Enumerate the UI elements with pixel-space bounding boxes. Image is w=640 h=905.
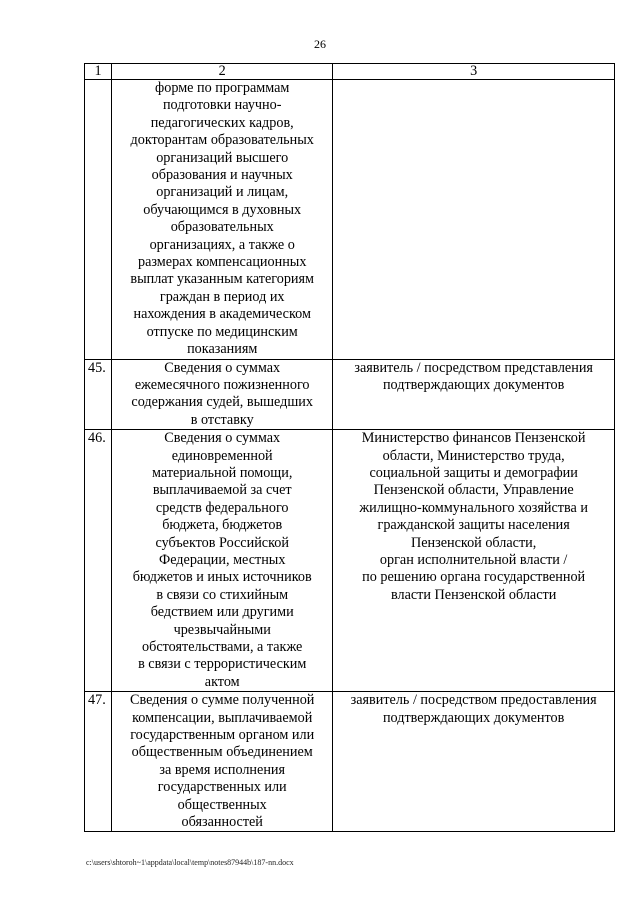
page-number: 26 — [314, 37, 326, 51]
text-line: подтверждающих документов — [382, 709, 565, 726]
text-line: ежемесячного пожизненного — [134, 376, 310, 393]
text-line: обстоятельствами, а также — [142, 639, 303, 655]
text-line: образования и научных — [151, 167, 293, 184]
text-line: организациях, а также о — [149, 236, 295, 253]
text-line: области, Министерство труда, — [382, 447, 565, 464]
info-description — [112, 359, 333, 430]
text-line: форме по программам — [155, 80, 290, 96]
table-header-row — [85, 64, 615, 80]
info-source — [333, 430, 615, 692]
text-line: компенсации, выплачиваемой — [132, 709, 313, 726]
table-row — [85, 80, 615, 360]
text-line: по решению органа государственной — [362, 569, 586, 586]
text-line: подтверждающих документов — [382, 376, 565, 393]
text-line: жилищно-коммунального хозяйства и — [359, 499, 588, 516]
text-line: бедствием или другими — [150, 604, 294, 621]
text-line: размерах компенсационных — [138, 254, 307, 271]
text-line: за время исполнения — [159, 761, 286, 778]
text-line: заявитель / посредством предоставления — [350, 692, 597, 709]
document-table — [84, 63, 615, 832]
info-source — [333, 692, 615, 832]
info-source — [333, 359, 615, 430]
text-line: Министерство финансов Пензенской — [361, 430, 586, 447]
text-line: актом — [204, 673, 240, 690]
row-number: 45. — [85, 359, 112, 430]
text-line: гражданской защиты населения — [377, 517, 570, 534]
row-number — [85, 80, 112, 360]
text-line: общественным объединением — [131, 744, 313, 761]
row-number: 47. — [85, 692, 112, 832]
text-line: докторантам образовательных — [130, 132, 314, 149]
row-number: 46. — [85, 430, 112, 692]
text-line: обучающимся в духовных — [143, 201, 302, 218]
text-line: в связи с террористическим — [138, 656, 307, 673]
table-row — [85, 359, 615, 430]
text-line: подготовки научно- — [162, 97, 282, 114]
text-line: Сведения о суммах — [164, 430, 281, 447]
text-line: заявитель / посредством представления — [354, 359, 593, 376]
info-description — [112, 430, 333, 692]
text-line: бюджетов и иных источников — [132, 569, 312, 586]
info-source — [333, 80, 615, 360]
text-line: в отставку — [190, 411, 254, 428]
header-cell-2: 2 — [112, 64, 333, 80]
text-line: средств федерального — [155, 499, 289, 516]
info-description — [112, 692, 333, 832]
text-line: власти Пензенской области — [391, 586, 557, 603]
text-line: чрезвычайными — [173, 621, 271, 638]
text-line: единовременной — [171, 447, 273, 464]
text-line: организаций и лицам, — [156, 184, 289, 201]
text-line: государственных или — [157, 779, 287, 796]
text-line: организаций высшего — [156, 149, 289, 166]
header-cell-3: 3 — [333, 64, 615, 80]
text-line: выплачиваемой за счет — [152, 482, 292, 499]
table-row — [85, 430, 615, 692]
header-cell-1: 1 — [85, 64, 112, 80]
text-line: содержания судей, вышедших — [131, 394, 313, 411]
text-line: показаниям — [187, 341, 258, 358]
text-line: отпуске по медицинским — [146, 323, 298, 340]
text-line: Пензенской области, — [410, 534, 537, 551]
text-line: обязанностей — [181, 814, 263, 831]
text-line: Сведения о сумме полученной — [130, 692, 315, 709]
text-line: Федерации, местных — [158, 551, 286, 568]
text-line: педагогических кадров, — [150, 114, 294, 131]
text-line: материальной помощи, — [152, 464, 293, 481]
info-description — [112, 80, 333, 360]
text-line: социальной защиты и демографии — [369, 464, 578, 481]
text-line: общественных — [177, 796, 267, 813]
text-line: бюджета, бюджетов — [162, 517, 283, 534]
text-line: государственным органом или — [130, 727, 315, 744]
text-line: орган исполнительной власти / — [379, 551, 568, 568]
text-line: граждан в период их — [159, 288, 285, 305]
text-line: Пензенской области, Управление — [373, 482, 574, 499]
text-line: образовательных — [170, 219, 274, 236]
text-line: нахождения в академическом — [133, 306, 311, 323]
text-line: субъектов Российской — [155, 534, 289, 551]
table-row — [85, 692, 615, 832]
text-line: в связи со стихийным — [156, 586, 289, 603]
text-line: выплат указанным категориям — [130, 271, 315, 288]
text-line: Сведения о суммах — [164, 359, 281, 376]
file-path-footer: c:\users\shtoroh~1\appdata\local\temp\notes87944b\187-nn.docx — [86, 858, 294, 867]
